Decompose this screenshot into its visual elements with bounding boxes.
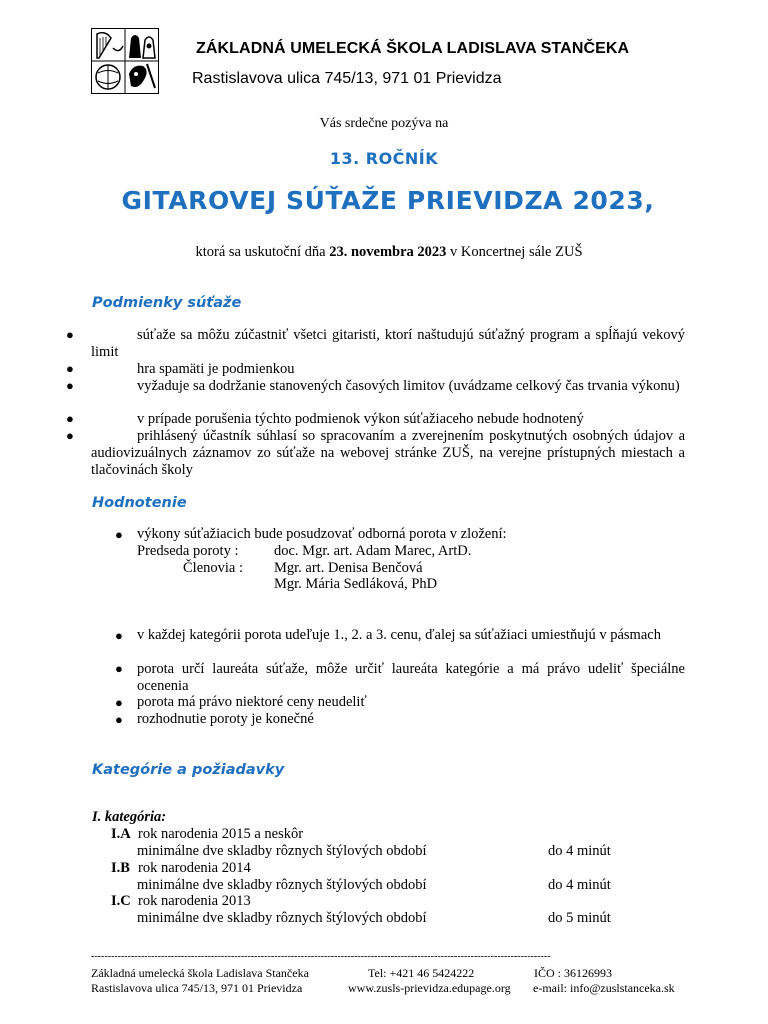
footer-phone: Tel: +421 46 5424222 <box>368 966 475 980</box>
event-date-line <box>0 244 768 261</box>
footer-website: www.zusls-prievidza.edupage.org <box>348 981 511 995</box>
bullet-icon: ● <box>66 411 74 426</box>
jury-chair-name: doc. Mgr. art. Adam Marec, ArtD. <box>274 543 472 559</box>
category-code: I.B <box>111 860 130 876</box>
footer-ico: IČO : 36126993 <box>534 966 612 980</box>
condition-item: vyžaduje sa dodržanie stanovených časových limitov (uvádzame celkový čas trvania výkonu) <box>137 378 680 394</box>
event-prefix: ktorá sa uskutoční dňa <box>195 244 326 260</box>
bullet-icon: ● <box>115 661 123 676</box>
footer-email: e-mail: info@zuslstanceka.sk <box>533 981 675 995</box>
bullet-icon: ● <box>66 428 74 443</box>
competition-title: GITAROVEJ SÚŤAŽE PRIEVIDZA 2023, <box>121 186 655 215</box>
condition-item: v prípade porušenia týchto podmienok výkon súťažiaceho nebude hodnotený <box>137 411 584 427</box>
event-date: 23. novembra 2023 <box>329 244 447 260</box>
category-code: I.C <box>111 893 131 909</box>
jury-member: Mgr. Mária Sedláková, PhD <box>274 576 438 592</box>
bullet-icon: ● <box>115 712 123 727</box>
category-time-limit: do 4 minút <box>548 877 611 893</box>
edition-label: 13. ROČNÍK <box>329 149 439 168</box>
category-time-limit: do 4 minút <box>548 843 611 859</box>
evaluation-item: v každej kategórii porota udeľuje 1., 2. a 3. cenu, ďalej sa súťažiaci umiestňujú v pásmach <box>137 627 661 643</box>
condition-item: hra spamäti je podmienkou <box>137 361 295 377</box>
evaluation-item: porota určí laureáta súťaže, môže určiť laureáta kategórie a má právo udeliť špeciálne ocenenia <box>137 661 685 694</box>
event-venue: v Koncertnej sále ZUŠ <box>450 244 583 260</box>
categories-heading: Kategórie a požiadavky <box>92 762 285 778</box>
bullet-icon: ● <box>115 527 123 542</box>
school-address: Rastislavova ulica 745/13, 971 01 Prievidza <box>192 70 502 87</box>
category-code: I.A <box>111 826 131 842</box>
jury-members-label: Členovia : <box>183 560 244 576</box>
evaluation-item: rozhodnutie poroty je konečné <box>137 711 314 727</box>
jury-intro: výkony súťažiacich bude posudzovať odborná porota v zložení: <box>137 526 507 542</box>
category-time-limit: do 5 minút <box>548 910 611 926</box>
bullet-icon: ● <box>66 378 74 393</box>
category-birth: rok narodenia 2014 <box>138 860 251 876</box>
school-name: ZÁKLADNÁ UMELECKÁ ŠKOLA LADISLAVA STANČEKA <box>196 40 630 57</box>
footer-school-name: Základná umelecká škola Ladislava Stančeka <box>91 966 309 980</box>
condition-item: prihlásený účastník súhlasí so spracovaním a zverejnením poskytnutých osobných údajov a audiovizuálnych záznamov zo súťaže na webovej stránke ZUŠ, na verejne prístupných miestach a tlačovinách školy <box>91 428 685 478</box>
conditions-heading: Podmienky súťaže <box>92 295 242 311</box>
footer-divider: ------------------------------------------------------------------------------------------------------------------------------------------ <box>91 951 551 962</box>
bullet-icon: ● <box>115 628 123 643</box>
condition-item: súťaže sa môžu zúčastniť všetci gitaristi, ktorí naštudujú súťažný program a spĺňajú vekový limit <box>91 327 685 360</box>
category-birth: rok narodenia 2013 <box>138 893 251 909</box>
bullet-icon: ● <box>115 695 123 710</box>
bullet-icon: ● <box>66 361 74 376</box>
category-requirement: minimálne dve skladby rôznych štýlových období <box>137 910 427 926</box>
category-requirement: minimálne dve skladby rôznych štýlových období <box>137 843 427 859</box>
school-logo-icon <box>91 28 159 94</box>
category-group-title: I. kategória: <box>92 809 167 825</box>
bullet-icon: ● <box>66 327 74 342</box>
invitation-text: Vás srdečne pozýva na <box>319 116 449 131</box>
jury-chair-label: Predseda poroty : <box>137 543 239 559</box>
category-requirement: minimálne dve skladby rôznych štýlových období <box>137 877 427 893</box>
evaluation-heading: Hodnotenie <box>92 495 187 511</box>
footer-address: Rastislavova ulica 745/13, 971 01 Prievidza <box>91 981 303 995</box>
category-birth: rok narodenia 2015 a neskôr <box>138 826 304 842</box>
evaluation-item: porota má právo niektoré ceny neudeliť <box>137 694 367 710</box>
jury-member: Mgr. art. Denisa Benčová <box>274 560 423 576</box>
